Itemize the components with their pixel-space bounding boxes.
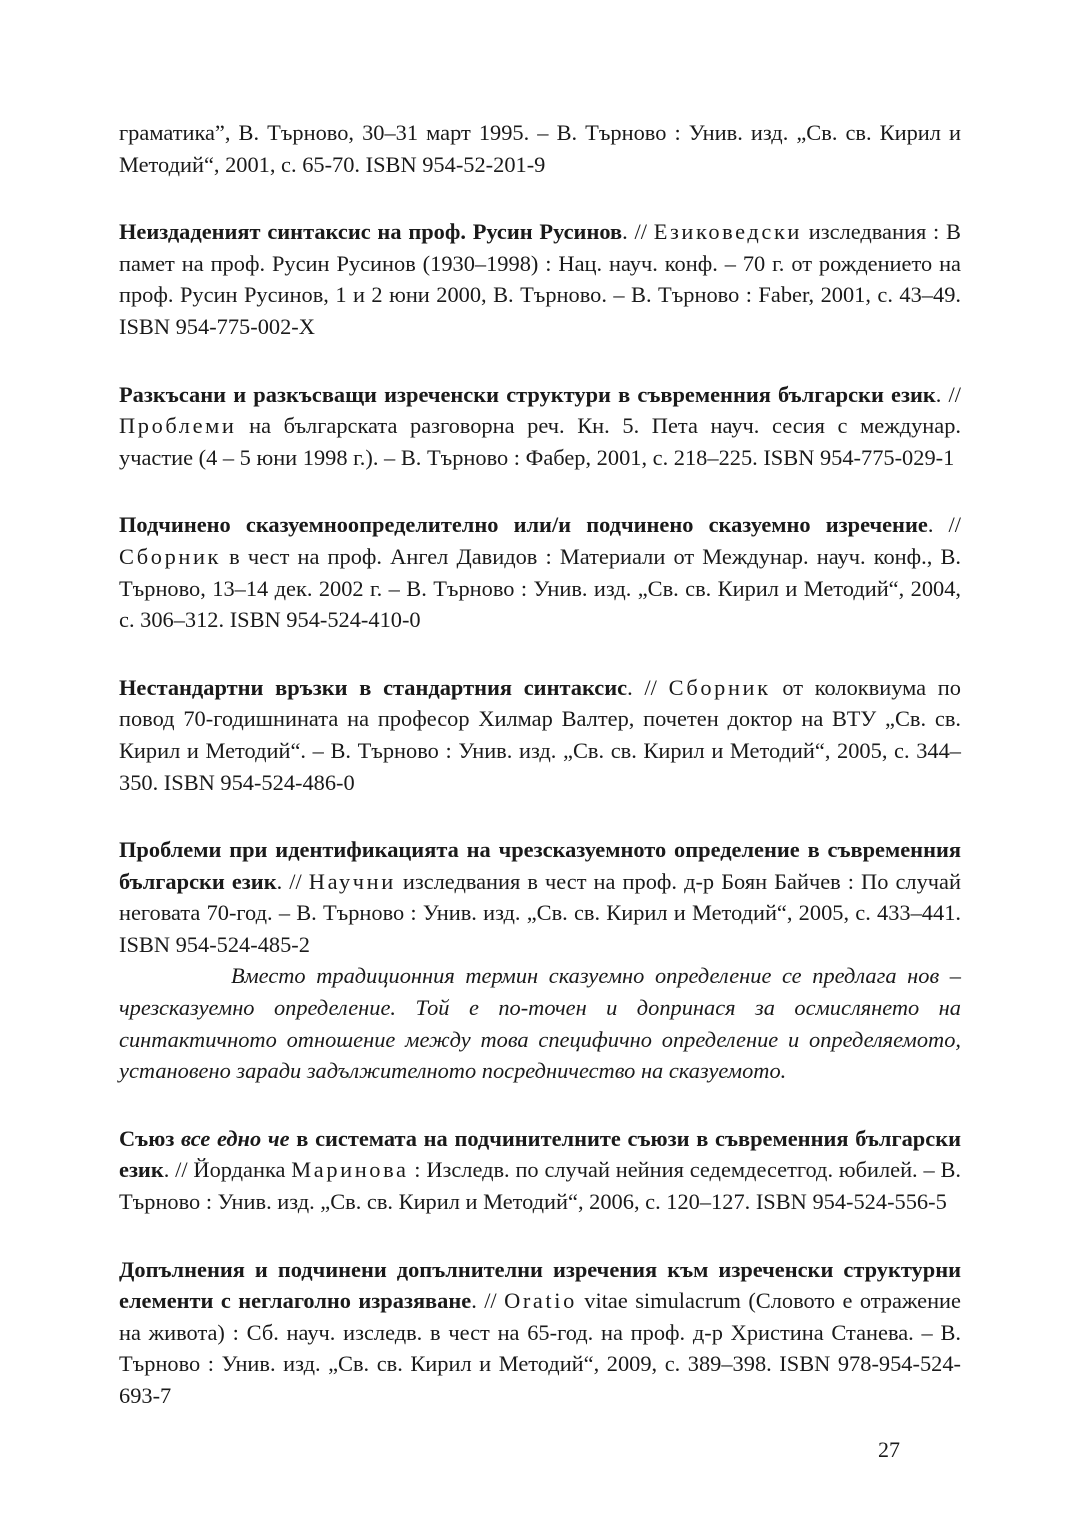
entry-separator: . // Йорданка (163, 1157, 292, 1183)
entry-title: Подчинено сказуемноопределително или/и подчинено сказуемно изречение (119, 512, 928, 538)
entry-source-spaced: Сборник (119, 543, 222, 569)
entry-title: Нестандартни връзки в стандартния синтаксис (119, 674, 628, 700)
bibliography-entry (119, 672, 961, 798)
entry-details: : Изследв. по случай нейния седемдесетгод. юбилей. – В. Търново : Унив. изд. „Св. св. Кирил и Методий“, 2006, с. 120–127. ISBN 954-524-556-5 (119, 1157, 961, 1215)
entry-author-spaced: Маринова (291, 1157, 409, 1183)
entry-details: vitae simulacrum (Словото е отражение на живота) : Сб. науч. изследв. в чест на 65-год. на проф. д-р Христина Станева. – В. Търново : Унив. изд. „Св. св. Кирил и Методий“, 2009, с. 389–398. ISBN 978-954-524-693-7 (119, 1288, 961, 1408)
entry-source-spaced: Научни (308, 868, 396, 894)
entry-separator: . // (471, 1288, 505, 1314)
entry-title-italic: все едно че (181, 1125, 290, 1151)
entry-details: на българската разговорна реч. Кн. 5. Пета науч. сесия с междунар. участие (4 – 5 юни 1998 г.). – В. Търново : Фабер, 2001, с. 218–225. ISBN 954-775-029-1 (119, 413, 961, 470)
bibliography-entry-with-abstract (119, 834, 961, 1087)
entry-title: Проблеми при идентификацията на чрезсказуемното определение в съвременния български език (119, 837, 961, 894)
entry-abstract: Вместо традиционния термин сказуемно определение се предлага нов – чрезсказуемно определение. Той е по-точен и допринася за осмислянето на синтактичното отношение между това специфично определение и определяемото, установено заради задължителното посредничество на сказуемото. (119, 963, 961, 1084)
entry-details: изследвания : В памет на проф. Русин Русинов (1930–1998) : Нац. науч. конф. – 70 г. от рождението на проф. Русин Русинов, 1 и 2 юни 2000, В. Търново. – В. Търново : Faber, 2001, с. 43–49. ISBN 954-775-002-X (119, 219, 961, 339)
entry-details: в чест на проф. Ангел Давидов : Материали от Междунар. науч. конф., В. Търново, 13–14 дек. 2002 г. – В. Търново : Унив. изд. „Св. св. Кирил и Методий“, 2004, с. 306–312. ISBN 954-524-410-0 (119, 543, 961, 633)
entry-source-spaced: Проблеми (119, 413, 237, 439)
bibliography-entry (119, 1123, 961, 1218)
entry-title-post: в системата на подчинителните съюзи в съвременния български език (119, 1125, 962, 1183)
bibliography-entry-continuation (119, 117, 961, 180)
entry-details: от колоквиума по повод 70-годишнината на професор Хилмар Валтер, почетен доктор на ВТУ „Св. св. Кирил и Методий“. – В. Търново : Унив. изд. „Св. св. Кирил и Методий“, 2005, с. 344–350. ISBN 954-524-486-0 (119, 674, 961, 795)
bibliography-entry (119, 1254, 961, 1412)
bibliography-entry (119, 509, 961, 635)
bibliography-page (119, 117, 961, 1448)
entry-title-pre: Съюз (119, 1125, 182, 1151)
entry-details: изследвания в чест на проф. д-р Боян Байчев : По случай неговата 70-год. – В. Търново : Унив. изд. „Св. св. Кирил и Методий“, 2005, с. 433–441. ISBN 954-524-485-2 (119, 868, 961, 957)
entry-separator: . // (927, 512, 961, 538)
entry-source-spaced: Oratio (504, 1288, 577, 1314)
page-number: 27 (878, 1437, 900, 1462)
entry-text: граматика”, В. Търново, 30–31 март 1995. – В. Търново : Унив. изд. „Св. св. Кирил и Методий“, 2001, с. 65-70. ISBN 954-52-201-9 (119, 120, 961, 177)
entry-separator: . // (627, 674, 669, 700)
entry-separator: . // (276, 868, 309, 894)
entry-title: Разкъсани и разкъсващи изреченски структури в съвременния български език (119, 381, 936, 407)
entry-source-spaced: Езиковедски (653, 219, 803, 245)
entry-separator: . // (935, 381, 961, 407)
entry-citation (119, 834, 961, 960)
bibliography-entry (119, 379, 961, 474)
entry-separator: . // (622, 219, 654, 245)
entry-title: Неиздаденият синтаксис на проф. Русин Русинов (119, 219, 623, 245)
entry-source-spaced: Сборник (668, 674, 771, 700)
bibliography-entry (119, 216, 961, 342)
entry-title: Допълнения и подчинени допълнителни изречения към изреченски структурни елементи с неглаголно изразяване (119, 1256, 961, 1314)
